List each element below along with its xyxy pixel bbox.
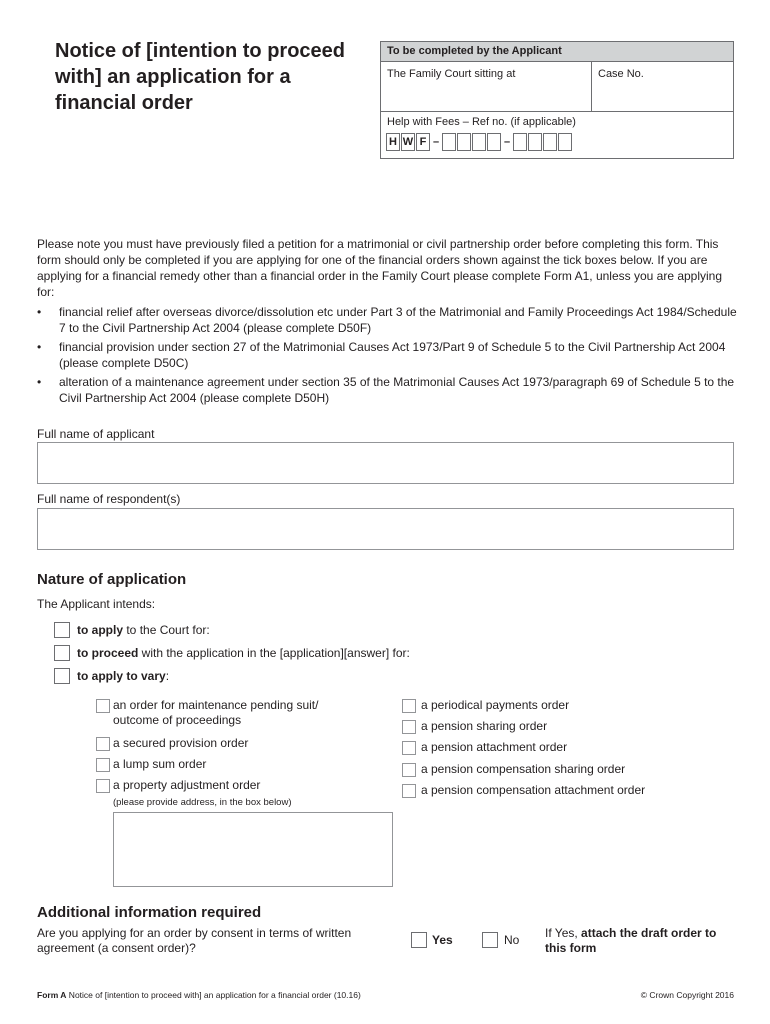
hwf-digit-box[interactable] — [457, 133, 471, 151]
list-item-text: financial provision under section 27 of the Matrimonial Causes Act 1973/Part 9 of Schedule 5 to the Civil Partnership Act 2004 (please complete D50C) — [59, 340, 726, 370]
option-label: a pension attachment order — [421, 740, 568, 754]
nature-heading: Nature of application — [37, 571, 187, 588]
order-option-pension-comp-sharing — [402, 762, 625, 777]
yes-label: Yes — [432, 933, 453, 947]
pension-compensation-attachment-checkbox[interactable] — [402, 784, 416, 798]
hwf-digit-box[interactable] — [472, 133, 486, 151]
respondent-name-label: Full name of respondent(s) — [37, 492, 181, 506]
bullet-icon: • — [37, 305, 42, 319]
consent-no-checkbox[interactable] — [482, 932, 498, 948]
hwf-digit-box[interactable] — [513, 133, 527, 151]
consent-question: Are you applying for an order by consent in terms of written agreement (a consent order)? — [37, 926, 352, 955]
option-label: a lump sum order — [113, 757, 207, 771]
order-option-secured — [96, 736, 248, 751]
option-label: a pension sharing order — [421, 719, 548, 733]
hwf-dash: – — [503, 136, 511, 148]
consent-no-option — [482, 932, 519, 948]
hwf-prefix-h: H — [386, 133, 400, 151]
option-bold: to proceed — [77, 646, 139, 660]
case-number-input[interactable] — [591, 62, 733, 111]
applicant-details-box — [380, 41, 734, 159]
intent-option-vary — [54, 668, 169, 684]
order-option-pension-sharing — [402, 719, 547, 734]
option-bold: to apply to vary — [77, 669, 166, 683]
consent-yes-checkbox[interactable] — [411, 932, 427, 948]
lump-sum-checkbox[interactable] — [96, 758, 110, 772]
option-text: to the Court for: — [123, 623, 210, 637]
pension-attachment-checkbox[interactable] — [402, 741, 416, 755]
maintenance-checkbox[interactable] — [96, 699, 110, 713]
option-label: an order for maintenance pending suit/ — [113, 698, 319, 712]
no-label: No — [504, 933, 520, 947]
option-label: a pension compensation attachment order — [421, 783, 646, 797]
list-item — [37, 374, 737, 406]
footer-form-code: Form A — [37, 990, 67, 1000]
respondent-name-input[interactable] — [37, 508, 734, 550]
proceed-checkbox[interactable] — [54, 645, 70, 661]
option-label: a property adjustment order — [113, 778, 261, 792]
option-bold: to apply — [77, 623, 124, 637]
list-item — [37, 304, 737, 336]
order-option-pension-attachment — [402, 740, 567, 755]
option-label: a periodical payments order — [421, 698, 570, 712]
court-case-row — [381, 62, 733, 112]
hwf-digit-box[interactable] — [487, 133, 501, 151]
exception-list — [37, 304, 737, 409]
consent-note-bold: attach the draft order to this form — [545, 926, 717, 955]
case-number-label: Case No. — [598, 68, 644, 80]
intro-paragraph: Please note you must have previously filed a petition for a matrimonial or civil partnership order before completing this form. This form should only be completed if you are applying for one of the financial orders shown against the tick boxes below. If you are applying for a financial remedy other than a financial order in the Family Court please complete Form A1, unless you are applying for: — [37, 237, 723, 299]
consent-note — [545, 926, 735, 956]
option-text: with the application in the [application][answer] for: — [138, 646, 410, 660]
list-item-text: financial relief after overseas divorce/dissolution etc under Part 3 of the Matrimonial and Family Proceedings Act 1984/Schedule 7 to the Civil Partnership Act 2004 (please complete D50F) — [59, 305, 737, 335]
additional-heading: Additional information required — [37, 904, 262, 921]
court-label: The Family Court sitting at — [387, 68, 516, 80]
apply-checkbox[interactable] — [54, 622, 70, 638]
bullet-icon: • — [37, 340, 42, 354]
pension-sharing-checkbox[interactable] — [402, 720, 416, 734]
property-address-input[interactable] — [113, 812, 393, 887]
order-option-maintenance — [96, 698, 318, 728]
hwf-digit-box[interactable] — [543, 133, 557, 151]
order-option-periodical — [402, 698, 569, 713]
bullet-icon: • — [37, 375, 42, 389]
order-option-lump-sum — [96, 757, 206, 772]
hwf-digit-box[interactable] — [528, 133, 542, 151]
order-option-property — [96, 778, 260, 793]
hwf-label: Help with Fees – Ref no. (if applicable) — [387, 116, 576, 128]
footer-form-title: Notice of [intention to proceed with] an application for a financial order (10.16) — [66, 990, 361, 1000]
option-label: a secured provision order — [113, 736, 249, 750]
property-note: (please provide address, in the box below) — [113, 797, 292, 808]
intent-option-proceed — [54, 645, 410, 661]
footer-copyright: © Crown Copyright 2016 — [640, 990, 734, 1000]
list-item — [37, 339, 737, 371]
property-adjustment-checkbox[interactable] — [96, 779, 110, 793]
order-option-pension-comp-attachment — [402, 783, 645, 798]
vary-checkbox[interactable] — [54, 668, 70, 684]
pension-compensation-sharing-checkbox[interactable] — [402, 763, 416, 777]
option-text: : — [165, 669, 170, 683]
page-title: Notice of [intention to proceed with] an application for a financial order — [55, 40, 345, 114]
consent-note-prefix: If Yes, — [545, 926, 582, 940]
hwf-digit-box[interactable] — [558, 133, 572, 151]
intent-option-apply — [54, 622, 210, 638]
footer-form-reference — [37, 990, 361, 1000]
hwf-digit-box[interactable] — [442, 133, 456, 151]
option-label: a pension compensation sharing order — [421, 762, 626, 776]
hwf-prefix-w: W — [401, 133, 415, 151]
applicant-name-input[interactable] — [37, 442, 734, 484]
hwf-reference-field — [386, 133, 573, 151]
option-label: outcome of proceedings — [113, 713, 242, 727]
hwf-prefix-f: F — [416, 133, 430, 151]
applicant-box-heading: To be completed by the Applicant — [381, 42, 733, 62]
applicant-name-label: Full name of applicant — [37, 427, 155, 441]
list-item-text: alteration of a maintenance agreement under section 35 of the Matrimonial Causes Act 1973/paragraph 69 of Schedule 5 to the Civil Partnership Act 2004 (please complete D50H) — [59, 375, 735, 405]
secured-provision-checkbox[interactable] — [96, 737, 110, 751]
consent-yes-option — [411, 932, 453, 948]
hwf-dash: – — [432, 136, 440, 148]
intends-label: The Applicant intends: — [37, 597, 156, 611]
court-input[interactable] — [381, 62, 591, 111]
periodical-payments-checkbox[interactable] — [402, 699, 416, 713]
